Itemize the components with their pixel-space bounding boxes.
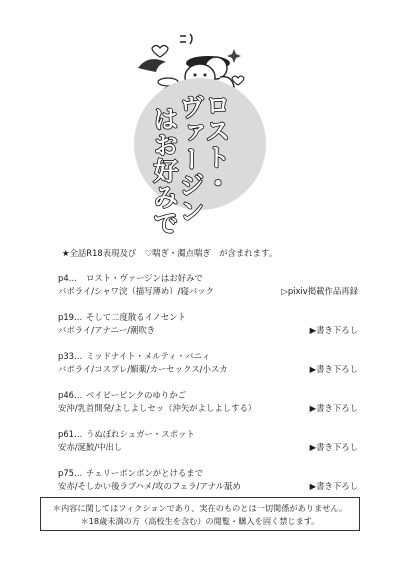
- contents-entry: [58, 272, 358, 305]
- story-status: ▷pixiv掲載作品再録: [281, 286, 358, 296]
- disclaimer-line: ＊18歳未満の方（高校生を含む）の閲覧・購入を固く禁じます。: [80, 516, 320, 526]
- story-tags: 安沖/乳首開発/よしよしセッ（沖矢がよしよしする）: [58, 403, 257, 413]
- contents-entry: [58, 428, 358, 461]
- story-tags: バボライ/コスプレ/媚薬/カーセックス/小スカ: [58, 364, 228, 374]
- contents-entry: [58, 389, 358, 422]
- disclaimer-box: [40, 497, 360, 531]
- disclaimer-line: ＊内容に関してはフィクションであり、実在のものとは一切関係がありません。: [52, 503, 348, 513]
- story-title: ベイビーピンクのゆりかご: [86, 390, 186, 400]
- page-number: p33…: [58, 351, 83, 361]
- story-status: ▶書き下ろし: [309, 481, 358, 491]
- story-tags: 安赤/そしかい後ラブハメ/攻のフェラ/アナル舐め: [58, 481, 241, 491]
- sparkle-icon: [227, 49, 241, 63]
- bird-icon: [138, 59, 166, 72]
- title-line: はお好みで: [150, 106, 179, 236]
- story-title: チェリーボンボンがとけるまで: [86, 468, 203, 478]
- story-status: ▶書き下ろし: [309, 442, 358, 452]
- story-title: そして二度散るイノセント: [86, 312, 186, 322]
- heart-icon: [152, 46, 168, 58]
- page-number: p61…: [58, 429, 83, 439]
- title-line: ロスト・: [202, 92, 231, 196]
- page-number: p4…: [58, 273, 78, 283]
- page-number: p46…: [58, 390, 83, 400]
- story-tags: バボライ/シャワ浣（描写薄め）/寝バック: [58, 286, 214, 296]
- story-title: ミッドナイト・メルティ・バニィ: [86, 351, 211, 361]
- story-status: ▶書き下ろし: [309, 364, 358, 374]
- book-title: [150, 92, 258, 242]
- contents-entry: [58, 467, 358, 500]
- story-title: うぬぼれシュガー・スポット: [86, 429, 195, 439]
- story-tags: 安赤/涎鮫/中出し: [58, 442, 123, 452]
- page-number: p19…: [58, 312, 83, 322]
- story-status: ▶書き下ろし: [309, 325, 358, 335]
- story-title: ロスト・ヴァージンはお好みで: [86, 273, 203, 283]
- story-status: ▶書き下ろし: [309, 403, 358, 413]
- title-line: ヴァージン: [176, 94, 205, 224]
- page-number: p75…: [58, 468, 83, 478]
- story-tags: バボライ/アナニー/潮吹き: [58, 325, 156, 335]
- contents-entry: [58, 311, 358, 344]
- contents-list: [58, 272, 358, 506]
- kana-ornament-icon: [180, 34, 192, 44]
- content-notice: ★全話R18表現及び ♡喘ぎ・濁点喘ぎ が含まれます。: [62, 248, 278, 258]
- contents-entry: [58, 350, 358, 383]
